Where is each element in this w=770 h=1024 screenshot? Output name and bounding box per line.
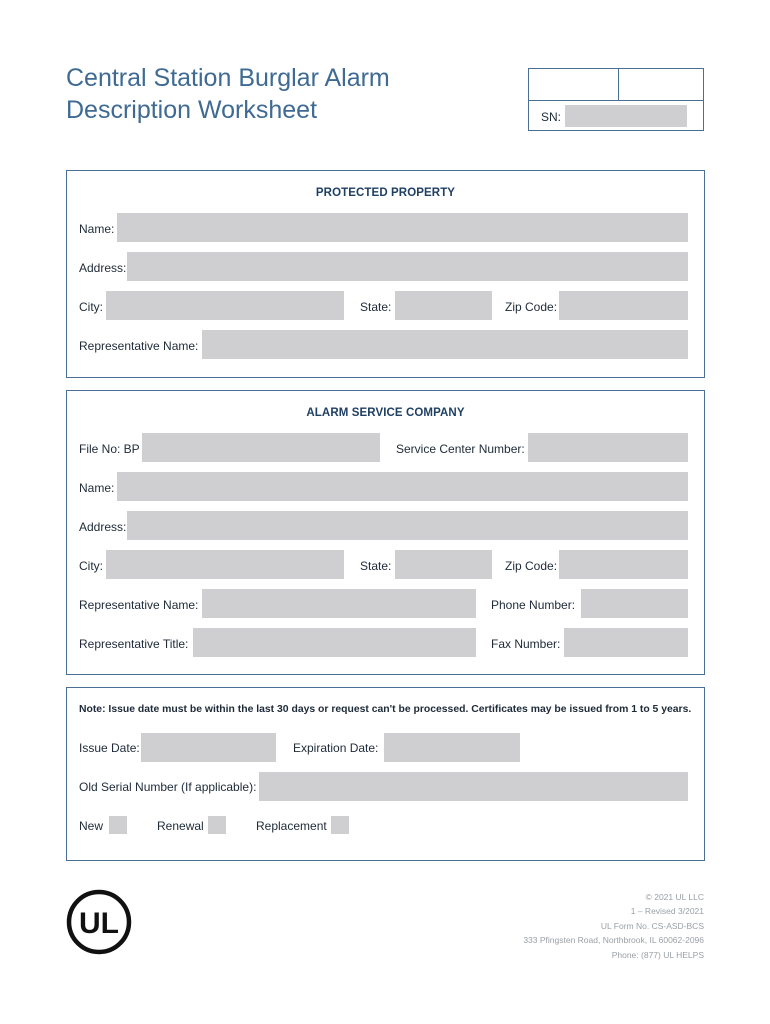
pp-city-label: City: [79, 300, 103, 314]
asc-zip-label: Zip Code: [505, 559, 558, 573]
replacement-checkbox[interactable] [331, 816, 349, 834]
pp-name-field[interactable] [117, 213, 688, 242]
issue-date-label: Issue Date: [79, 741, 140, 755]
pp-zip-field[interactable] [559, 291, 688, 320]
asc-fax-field[interactable] [564, 628, 688, 657]
expiration-date-field[interactable] [384, 733, 520, 762]
ul-logo-text: UL [79, 907, 119, 940]
asc-rep-title-label: Representative Title: [79, 637, 189, 651]
asc-rep-name-label: Representative Name: [79, 598, 199, 612]
pp-state-label: State: [360, 300, 392, 314]
expiration-date-label: Expiration Date: [293, 741, 379, 755]
asc-service-center-label: Service Center Number: [396, 442, 525, 456]
old-serial-field[interactable] [259, 772, 688, 801]
footer-revision: 1 – Revised 3/2021 [630, 906, 704, 917]
pp-address-field[interactable] [127, 252, 688, 281]
footer-copyright: © 2021 UL LLC [645, 892, 704, 902]
footer-info [523, 890, 704, 962]
asc-name-label: Name: [79, 481, 115, 495]
issue-date-field[interactable] [141, 733, 276, 762]
title-line-2: Description Worksheet [66, 96, 318, 124]
replacement-label: Replacement [256, 819, 327, 833]
asc-file-no-label: File No: BP [79, 442, 140, 456]
asc-zip-field[interactable] [559, 550, 688, 579]
ul-logo-icon [66, 889, 132, 955]
serial-box-cell-right [619, 69, 703, 101]
asc-rep-name-field[interactable] [202, 589, 476, 618]
new-checkbox[interactable] [109, 816, 127, 834]
sn-label: SN: [541, 110, 562, 124]
asc-phone-label: Phone Number: [491, 598, 576, 612]
sn-field[interactable] [565, 105, 687, 127]
footer-form-no: UL Form No. CS-ASD-BCS [600, 920, 704, 931]
asc-phone-field[interactable] [581, 589, 688, 618]
footer-address: 333 Pfingsten Road, Northbrook, IL 60062-2096 [523, 935, 704, 946]
asc-file-no-field[interactable] [142, 433, 380, 462]
pp-name-label: Name: [79, 222, 115, 236]
asc-rep-title-field[interactable] [193, 628, 476, 657]
renewal-label: Renewal [157, 819, 204, 833]
pp-state-field[interactable] [395, 291, 492, 320]
renewal-checkbox[interactable] [208, 816, 226, 834]
serial-box-cell-left [529, 69, 619, 101]
pp-rep-name-label: Representative Name: [79, 339, 199, 353]
protected-property-heading: PROTECTED PROPERTY [315, 187, 456, 199]
pp-zip-label: Zip Code: [505, 300, 558, 314]
asc-address-field[interactable] [127, 511, 688, 540]
alarm-service-company-section [66, 390, 705, 675]
asc-state-label: State: [360, 559, 392, 573]
certificate-section [66, 687, 705, 861]
asc-city-label: City: [79, 559, 103, 573]
title-line-1: Central Station Burglar Alarm [66, 64, 390, 92]
asc-service-center-field[interactable] [528, 433, 688, 462]
old-serial-label: Old Serial Number (If applicable): [79, 780, 257, 794]
pp-city-field[interactable] [106, 291, 344, 320]
alarm-service-company-heading: ALARM SERVICE COMPANY [306, 407, 465, 419]
pp-address-label: Address: [79, 261, 127, 275]
asc-name-field[interactable] [117, 472, 688, 501]
page-title [66, 62, 486, 126]
asc-address-label: Address: [79, 520, 127, 534]
new-label: New [79, 819, 104, 833]
asc-city-field[interactable] [106, 550, 344, 579]
pp-rep-name-field[interactable] [202, 330, 688, 359]
asc-fax-label: Fax Number: [491, 637, 561, 651]
asc-state-field[interactable] [395, 550, 492, 579]
footer-phone: Phone: (877) UL HELPS [611, 949, 704, 960]
issue-date-note: Note: Issue date must be within the last 30 days or request can't be processed. Certificates may be issued from 1 to 5 years. [79, 704, 692, 715]
serial-number-box [528, 68, 704, 131]
protected-property-section [66, 170, 705, 378]
